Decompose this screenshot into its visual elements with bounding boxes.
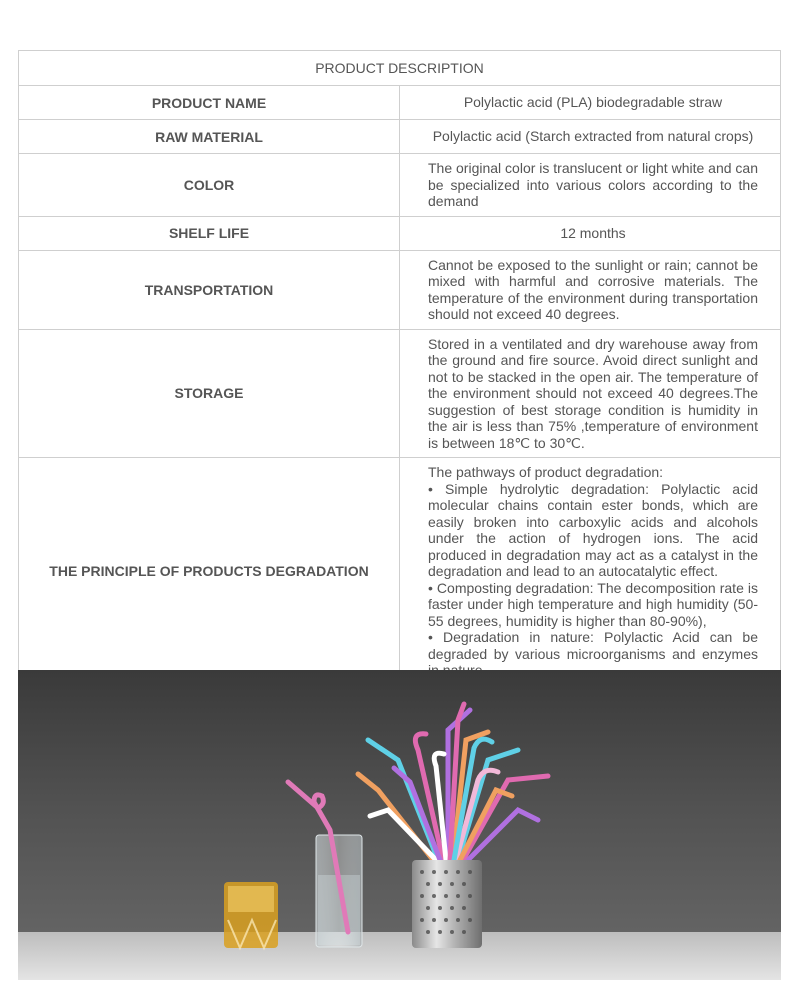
table-row xyxy=(19,86,781,120)
row-value-shelf-life: 12 months xyxy=(400,216,781,250)
row-label-color: COLOR xyxy=(19,154,400,217)
straws-photo-illustration xyxy=(18,670,781,980)
row-value-transportation: Cannot be exposed to the sunlight or rain; cannot be mixed with harmful and corrosive materials. The temperature of the environment during transportation should not exceed 40 degrees. xyxy=(400,250,781,329)
row-value-color: The original color is translucent or light white and can be specialized into various colors according to the demand xyxy=(400,154,781,217)
table-row xyxy=(19,458,781,686)
degradation-point-composting: • Composting degradation: The decomposition rate is faster under high temperature and high humidity (50-55 degrees, humidity is higher than 80-90%), xyxy=(428,579,758,629)
row-label-storage: STORAGE xyxy=(19,329,400,458)
row-label-product-name: PRODUCT NAME xyxy=(19,86,400,120)
straw-bouquet xyxy=(358,704,548,860)
row-value-degradation xyxy=(400,458,781,686)
steel-straw-holder xyxy=(412,860,482,948)
row-label-degradation: THE PRINCIPLE OF PRODUCTS DEGRADATION xyxy=(19,458,400,686)
row-label-shelf-life: SHELF LIFE xyxy=(19,216,400,250)
product-photo xyxy=(18,670,781,980)
table-row xyxy=(19,250,781,329)
table-header: PRODUCT DESCRIPTION xyxy=(19,51,781,86)
row-value-storage: Stored in a ventilated and dry warehouse away from the ground and fire source. Avoid direct sunlight and not to be stacked in the open air. The temperature of the environment should not exceed 40 degrees.The suggestion of best storage condition is humidity in the air is less than 75% ,temperature of environment is between 18℃ to 30℃. xyxy=(400,329,781,458)
table-row xyxy=(19,216,781,250)
table-row xyxy=(19,120,781,154)
product-spec-table xyxy=(18,50,781,686)
table-surface xyxy=(18,932,781,980)
amber-glass xyxy=(224,882,278,948)
degradation-intro: The pathways of product degradation: xyxy=(428,464,664,480)
row-value-product-name: Polylactic acid (PLA) biodegradable straw xyxy=(400,86,781,120)
degradation-point-nature: • Degradation in nature: Polylactic Acid can be degraded by various microorganisms and enzymes xyxy=(428,629,758,662)
row-value-raw-material: Polylactic acid (Starch extracted from natural crops) xyxy=(400,120,781,154)
row-label-raw-material: RAW MATERIAL xyxy=(19,120,400,154)
table-row xyxy=(19,329,781,458)
table-row xyxy=(19,154,781,217)
row-label-transportation: TRANSPORTATION xyxy=(19,250,400,329)
degradation-point-hydrolytic: • Simple hydrolytic degradation: Polylactic acid molecular chains contain ester bonds, which are easily broken into carboxylic acids and alcohols under the action of hydrogen ions. The acid produced in degradation may act as a catalyst in the degradation and lead to an autocatalytic effect. xyxy=(428,480,758,579)
